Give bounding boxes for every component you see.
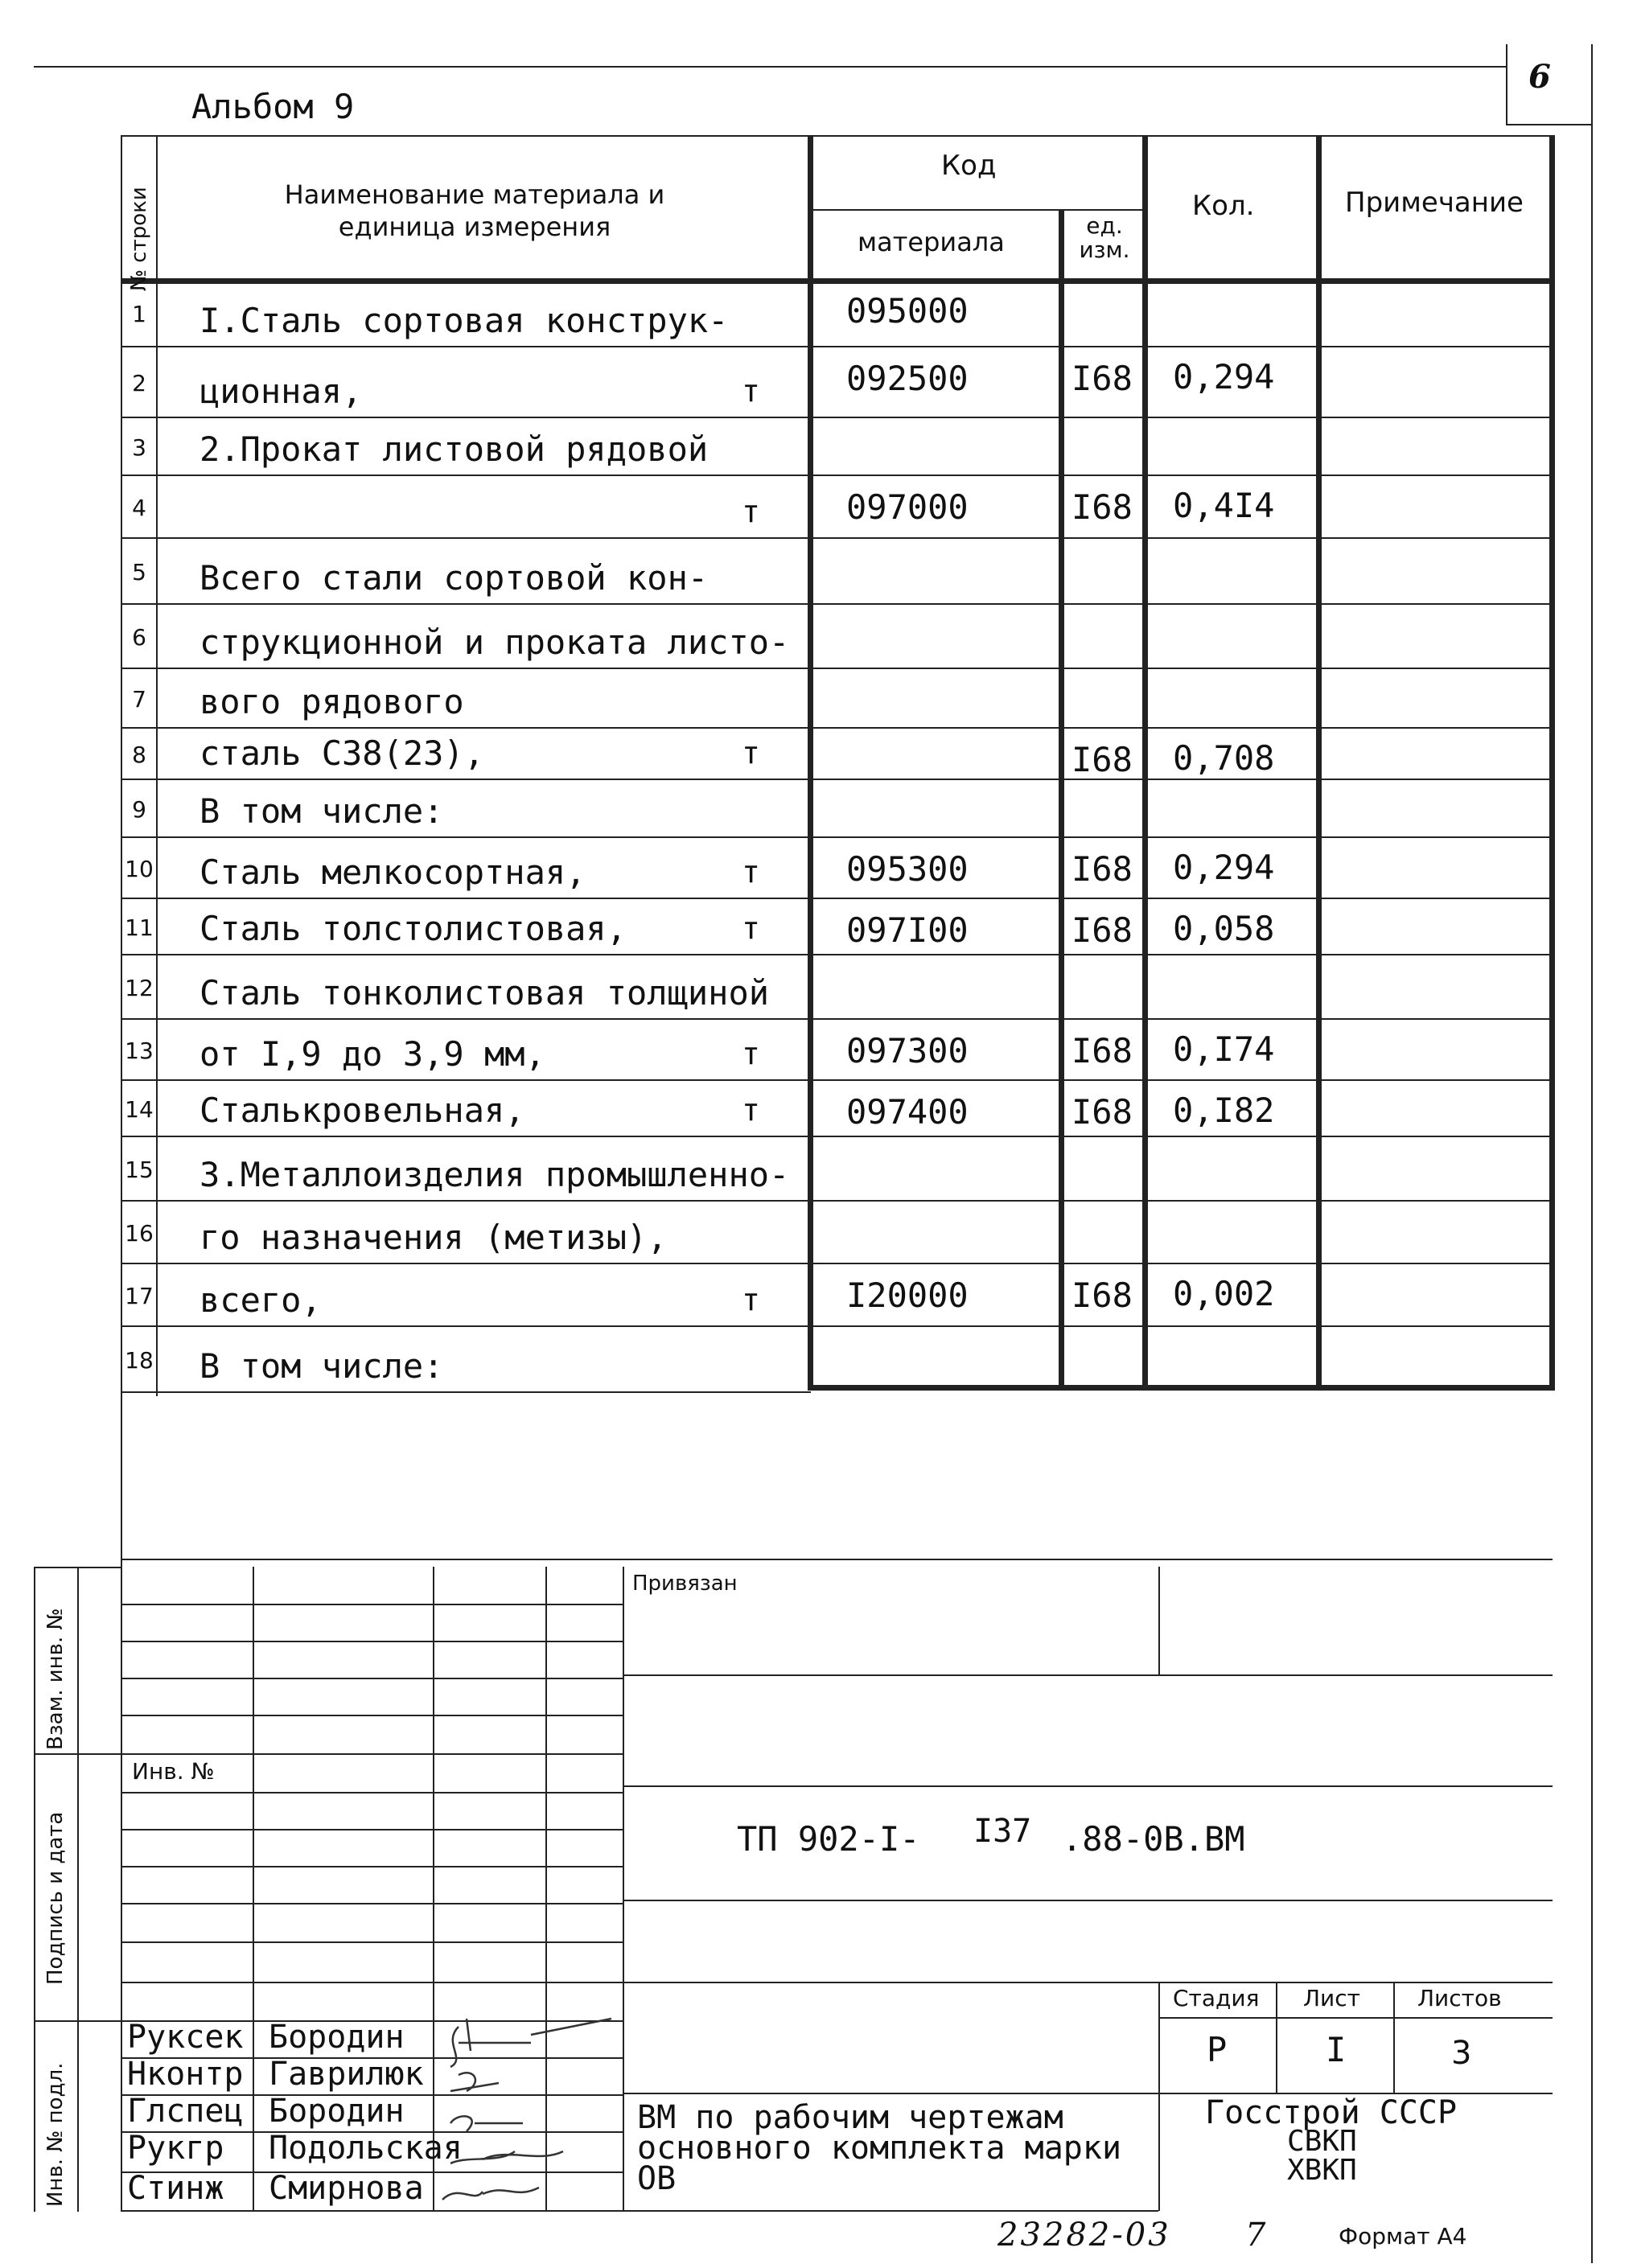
top-frame-line [34,66,1507,68]
row-number: 8 [132,742,146,768]
row-divider [121,346,1553,347]
row-text: Сталь толстолистовая, [199,909,627,948]
row-number: 1 [132,301,146,327]
col-code-divider [1059,209,1064,1390]
stage-label: Стадия [1173,1985,1260,2011]
designation-prefix: ТП 902-I- [737,1819,920,1859]
staff-name: Смирнова [269,2170,424,2207]
page-number-box-left [1506,44,1507,125]
row-text: Сталькровельная, [199,1091,525,1130]
row-text: I.Сталь сортовая конструк- [199,301,729,340]
stage-value: Р [1207,2030,1228,2069]
org-line-2: СВКП [1287,2125,1357,2158]
row-code: 092500 [846,359,969,398]
row-code: 097000 [846,487,969,527]
titleblock-row-line [624,2210,1158,2212]
col-note-right [1549,135,1555,1390]
row-divider [121,1325,1553,1327]
row-text: 3.Металлоизделия промышленно- [199,1155,790,1194]
titleblock-row-line [624,1900,1553,1901]
row-divider [121,898,1553,899]
row-qty: 0,058 [1173,909,1275,948]
titleblock-row-line [121,1753,624,1755]
staff-name: Подольская [269,2130,463,2167]
row-qty: 0,I82 [1173,1091,1275,1130]
tb-stage-col [1158,1982,1160,2211]
left-strip-sep1 [34,1753,122,1755]
row-divider [121,603,1553,605]
col-name-divider [808,135,813,1390]
row-code: 097400 [846,1092,969,1132]
row-divider [121,668,1553,669]
row-code: 095000 [846,291,969,331]
header-qty: Кол. [1192,190,1255,222]
designation-suffix: .88-0В.ВМ [1062,1819,1245,1859]
row-number: 5 [132,559,146,585]
page-number-box-right [1591,44,1593,133]
staff-role: Стинж [127,2170,224,2207]
description-line-2: основного комплекта марки [637,2130,1122,2167]
row-qty: 0,294 [1173,848,1275,887]
titleblock-row-line [624,1674,1553,1676]
row-code: 097I00 [846,910,969,950]
privyazan-label: Привязан [632,1572,738,1596]
row-unit: т [742,1036,760,1071]
footer-doc-number: 23282-03 [997,2217,1171,2254]
sheets-label: Листов [1417,1985,1502,2011]
side-label-podpis: Подпись и дата [43,1811,68,1985]
row-number: 14 [125,1096,154,1123]
staff-name: Бородин [269,2019,405,2056]
row-qty: 0,I74 [1173,1029,1275,1069]
row-number: 6 [132,624,146,651]
tb-col-1 [253,1567,254,2212]
titleblock-row-line [121,1678,624,1679]
row-text: В том числе: [199,791,444,831]
description-line-1: ВМ по рабочим чертежам [637,2099,1063,2136]
left-strip-outer [34,1567,35,2212]
side-label-inv-podl: Инв. № подл. [43,2062,68,2207]
row-ed: I68 [1071,910,1133,950]
row-unit: т [742,1282,760,1317]
description-line-3: ОВ [637,2160,677,2197]
row-unit: т [742,1092,760,1128]
row-number: 18 [125,1347,154,1374]
header-code-material: материала [858,227,1005,257]
header-code: Код [941,150,997,182]
tb-col-4 [623,1567,624,2212]
row-divider [121,1136,1553,1137]
titleblock-row-line [121,1829,624,1830]
row-number: 13 [125,1037,154,1064]
titleblock-row-line [624,1785,1553,1787]
row-text: сталь С38(23), [199,733,485,773]
staff-role: Глспец [127,2093,244,2130]
right-frame-line [1591,124,1593,2263]
row-unit: т [742,735,760,770]
row-text: Сталь мелкосортная, [199,853,586,892]
titleblock-row-line [121,1715,624,1716]
header-name: Наименование материала и единица измерения [284,179,665,242]
titleblock-row-line [121,1792,624,1793]
header-row-no: № строки [127,187,151,291]
titleblock-top-line [121,1559,1553,1560]
tb-right-col [1158,1567,1160,1675]
org-line-3: ХВКП [1287,2154,1357,2187]
code-subheader-line [811,209,1145,211]
row-unit: т [742,373,760,409]
signature-scribbles [434,2003,619,2212]
table-top-line [121,135,1553,137]
row-number: 4 [132,495,146,521]
row-number: 3 [132,434,146,461]
row-text: го назначения (метизы), [199,1218,668,1257]
titleblock-row-line [121,1941,624,1943]
titleblock-row-line [121,1866,624,1867]
row-text: ционная, [199,372,363,411]
row-divider [121,475,1553,476]
row-text: 2.Прокат листовой рядовой [199,429,709,469]
header-bottom-line [121,278,1555,284]
footer-format: Формат А4 [1339,2223,1467,2250]
page-number: 6 [1528,58,1551,96]
album-title: Альбом 9 [191,87,355,126]
row-divider [121,779,1553,780]
footer-sheet-index: 7 [1245,2217,1266,2254]
row-divider [121,954,1553,955]
row-ed: I68 [1071,1276,1133,1315]
staff-name: Гаврилюк [269,2056,424,2093]
sheet-label: Лист [1303,1985,1360,2011]
row-code: 095300 [846,849,969,889]
header-note: Примечание [1345,187,1524,219]
row-ed: I68 [1071,1092,1133,1132]
row-divider [121,1018,1553,1020]
row-number: 15 [125,1157,154,1183]
left-strip-top [34,1567,122,1568]
staff-role: Нконтр [127,2056,244,2093]
org-line-1: Госстрой СССР [1205,2094,1458,2131]
row-divider [121,836,1553,838]
sheets-value: 3 [1451,2035,1472,2072]
row-text: Всего стали сортовой кон- [199,558,709,598]
col-rownum-divider [156,135,158,1396]
row-ed: I68 [1071,359,1133,398]
row-unit: т [742,854,760,890]
row-number: 9 [132,796,146,823]
row-number: 17 [125,1283,154,1309]
col-ed-divider [1142,135,1148,1390]
row-divider [121,727,1553,729]
row-number: 10 [125,856,154,882]
titleblock-row-line [121,1903,624,1904]
row-text: струкционной и проката листо- [199,622,790,662]
row-ed: I68 [1071,740,1133,779]
designation-num: I37 [973,1813,1032,1850]
row-unit: т [742,494,760,529]
row-text: Сталь тонколистовая толщиной [199,973,770,1013]
staff-name: Бородин [269,2093,405,2130]
row-unit: т [742,910,760,946]
tb-sheets-col [1393,1982,1395,2093]
left-strip-inner [77,1567,79,2212]
row-number: 2 [132,370,146,396]
row-divider [121,537,1553,539]
staff-role: Руксек [127,2019,244,2056]
row-code: I20000 [846,1276,969,1315]
row-text: от I,9 до 3,9 мм, [199,1034,545,1074]
staff-role: Рукгр [127,2130,224,2167]
titleblock-row-line [1158,2017,1553,2019]
row-code: 097300 [846,1031,969,1070]
row-text: В том числе: [199,1346,444,1386]
row-text: вого рядового [199,682,464,721]
row-text: всего, [199,1280,322,1320]
row-divider [121,417,1553,418]
row-divider [121,1079,1553,1081]
row-divider [121,1263,1553,1264]
row-qty: 0,002 [1173,1274,1275,1313]
row-ed: I68 [1071,849,1133,889]
row-number: 11 [125,914,154,941]
row-qty: 0,4I4 [1173,486,1275,525]
side-label-vzam: Взам. инв. № [43,1608,68,1750]
page-number-box-bottom [1506,124,1593,125]
tb-sheet-col [1276,1982,1277,2093]
left-strip-sep2 [34,2020,122,2022]
row-divider [121,1200,1553,1202]
header-code-unit: ед. изм. [1079,212,1130,263]
inv-no-label: Инв. № [132,1758,215,1785]
row-ed: I68 [1071,1031,1133,1070]
row-ed: I68 [1071,487,1133,527]
row-qty: 0,708 [1173,738,1275,778]
col-qty-divider [1316,135,1322,1390]
row-number: 12 [125,975,154,1001]
row-number: 7 [132,686,146,713]
titleblock-row-line [121,1604,624,1605]
titleblock-row-line [121,1641,624,1642]
titleblock-row-line [624,1982,1553,1983]
table-bottom-line [808,1385,1555,1391]
sheet-value: I [1326,2030,1347,2069]
titleblock-row-line [121,1982,624,1983]
row-qty: 0,294 [1173,357,1275,396]
table-bottom-thin [121,1391,811,1393]
row-number: 16 [125,1220,154,1247]
